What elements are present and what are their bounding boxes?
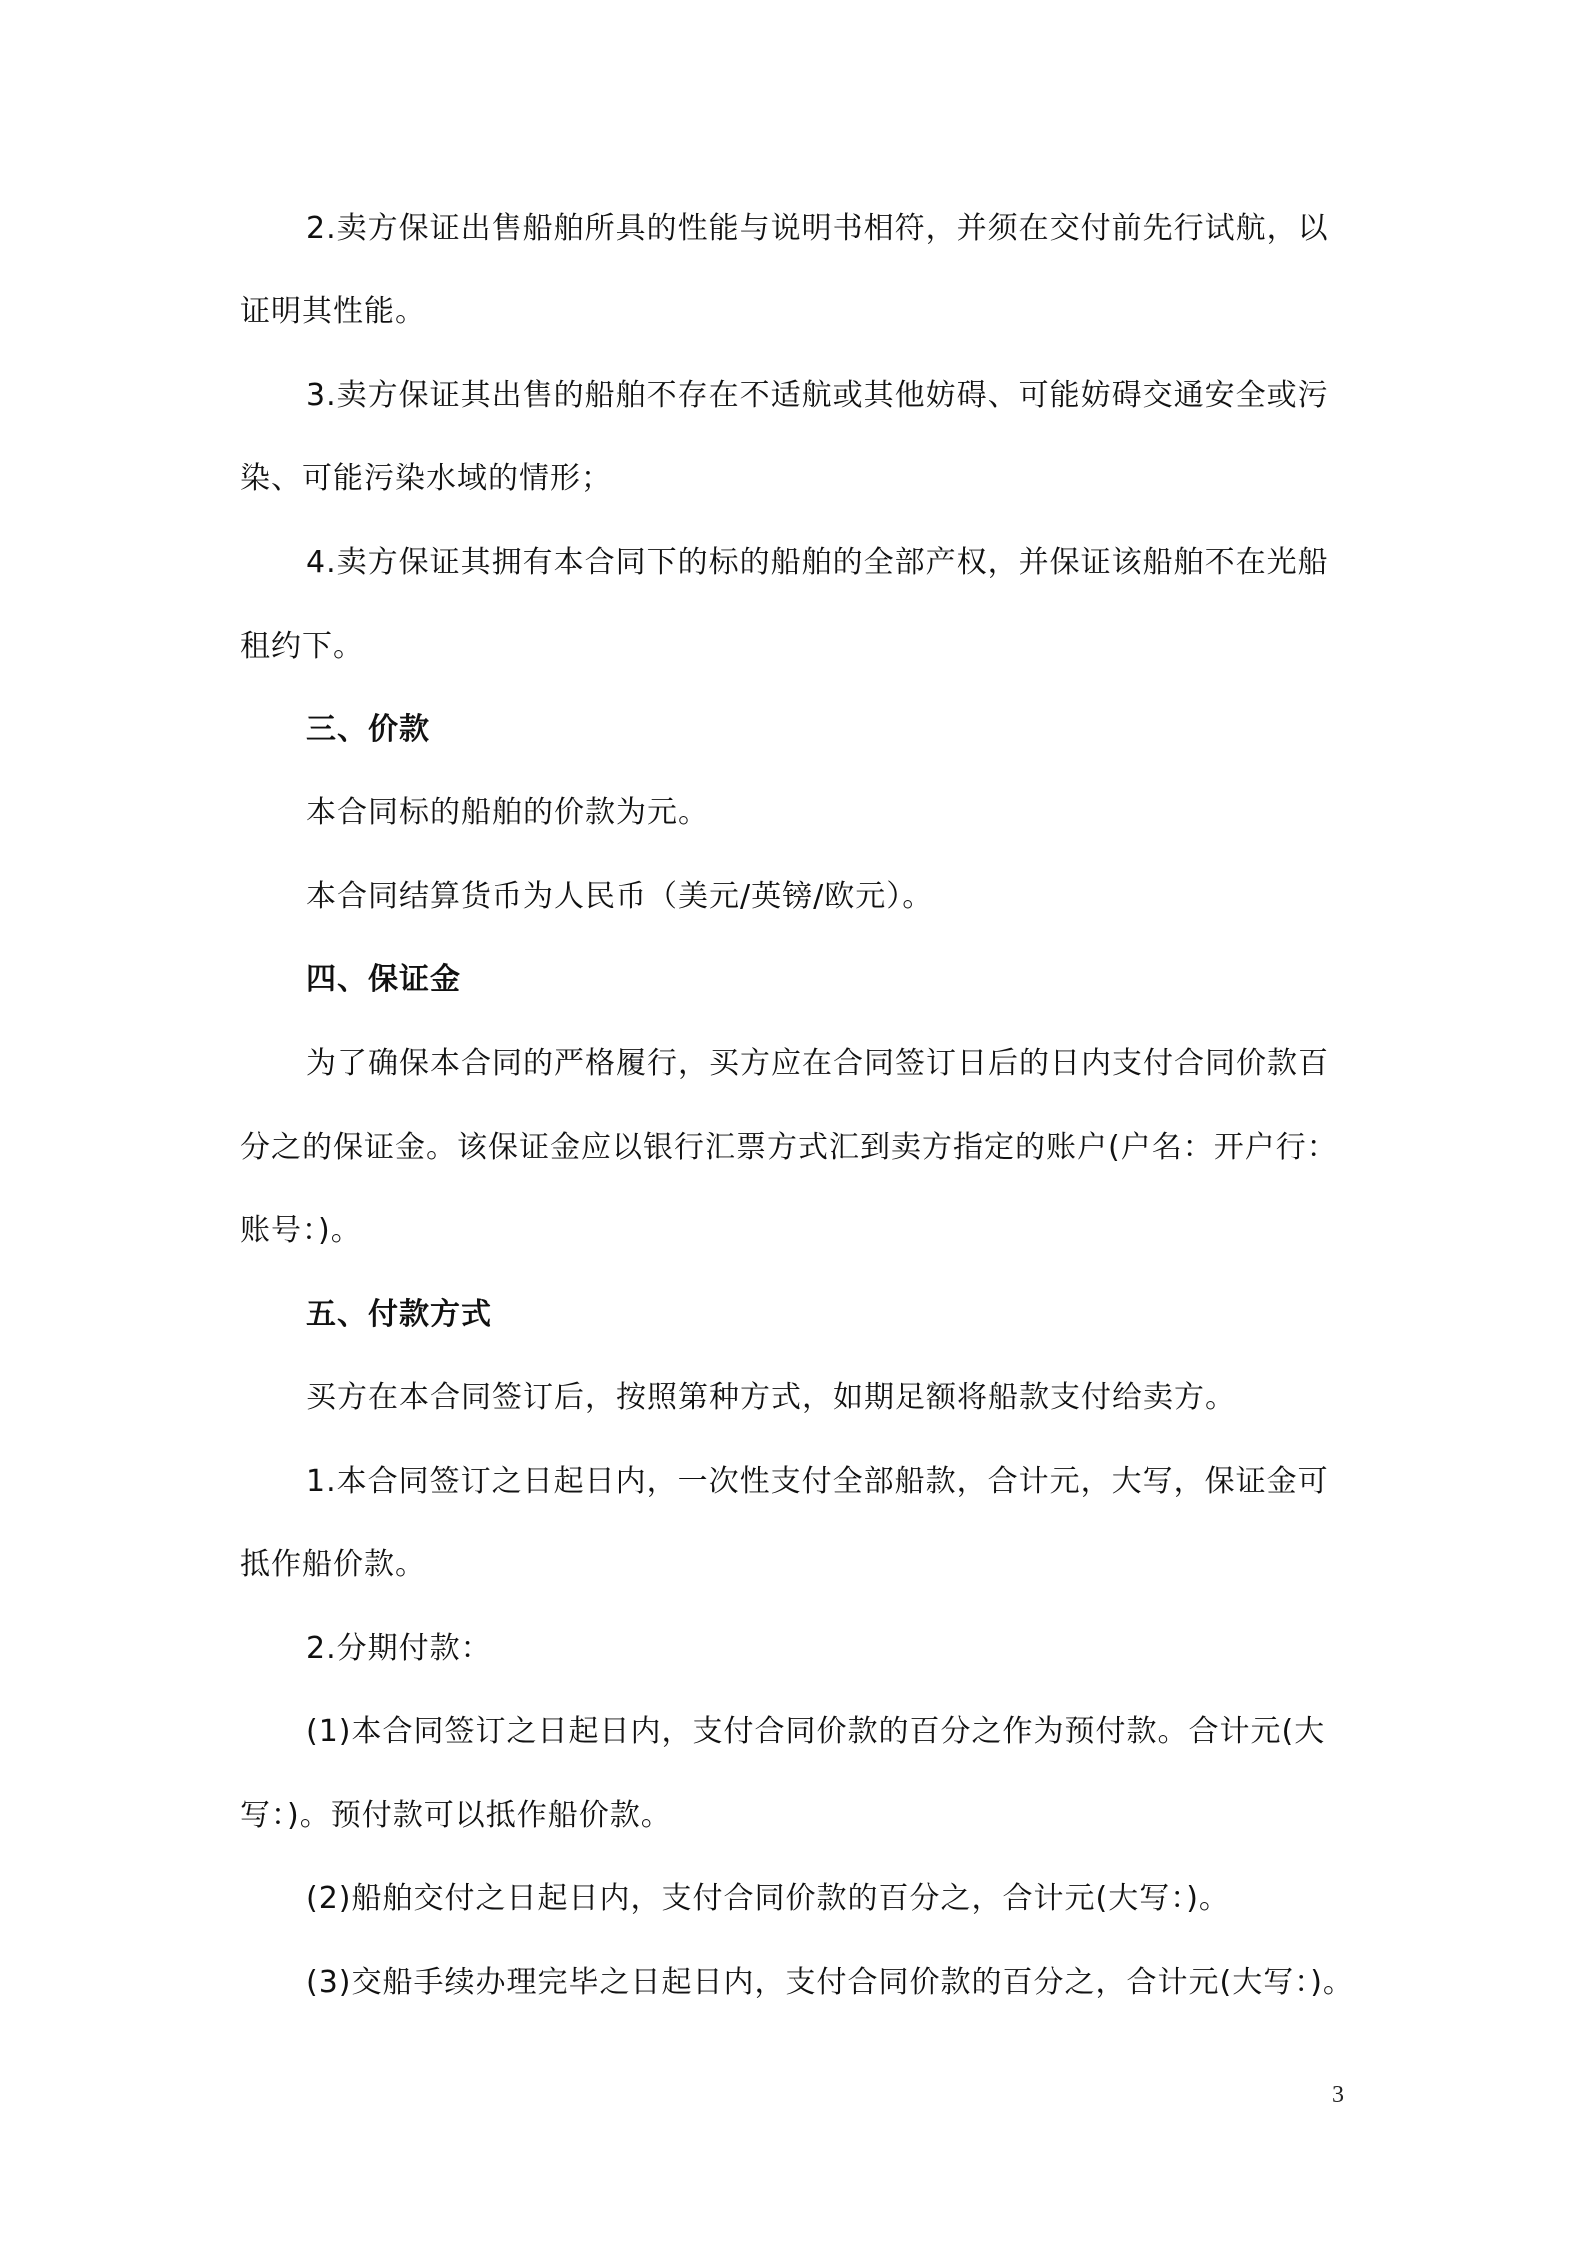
paragraph-line: (1)本合同签订之日起日内，支付合同价款的百分之作为预付款。合计元(大 (306, 1714, 1326, 1749)
paragraph-line: 抵作船价款。 (240, 1547, 426, 1582)
paragraph-line: 证明其性能。 (240, 294, 426, 329)
paragraph-line: 本合同结算货币为人民币（美元/英镑/欧元）。 (306, 879, 934, 914)
paragraph-line: 账号：)。 (240, 1213, 362, 1248)
paragraph-line: 3.卖方保证其出售的船舶不存在不适航或其他妨碍、可能妨碍交通安全或污 (306, 378, 1329, 413)
section-heading-price: 三、价款 (306, 712, 430, 747)
paragraph-line: (3)交船手续办理完毕之日起日内，支付合同价款的百分之，合计元(大写：)。 (306, 1965, 1354, 2000)
paragraph-line: 写：)。预付款可以抵作船价款。 (240, 1798, 672, 1833)
paragraph-line: 染、可能污染水域的情形； (240, 461, 612, 496)
paragraph-line: 为了确保本合同的严格履行，买方应在合同签订日后的日内支付合同价款百 (306, 1046, 1329, 1081)
page-number: 3 (1332, 2082, 1344, 2108)
paragraph-line: 分之的保证金。该保证金应以银行汇票方式汇到卖方指定的账户(户名：开户行： (240, 1130, 1338, 1165)
section-heading-deposit: 四、保证金 (306, 962, 461, 997)
paragraph-line: 1.本合同签订之日起日内，一次性支付全部船款，合计元，大写，保证金可 (306, 1464, 1329, 1499)
paragraph-line: 2.卖方保证出售船舶所具的性能与说明书相符，并须在交付前先行试航，以 (306, 211, 1329, 246)
paragraph-line: (2)船舶交付之日起日内，支付合同价款的百分之，合计元(大写：)。 (306, 1881, 1230, 1916)
paragraph-line: 4.卖方保证其拥有本合同下的标的船舶的全部产权，并保证该船舶不在光船 (306, 545, 1329, 580)
section-heading-payment: 五、付款方式 (306, 1297, 492, 1332)
paragraph-line: 2.分期付款： (306, 1631, 492, 1666)
paragraph-line: 买方在本合同签订后，按照第种方式，如期足额将船款支付给卖方。 (306, 1380, 1236, 1415)
paragraph-line: 租约下。 (240, 629, 364, 664)
paragraph-line: 本合同标的船舶的价款为元。 (306, 795, 709, 830)
